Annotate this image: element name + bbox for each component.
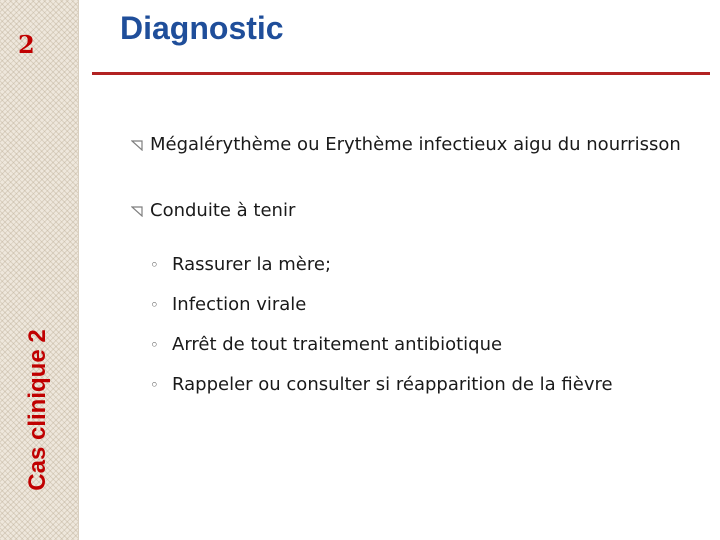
bullet-marker-icon [131, 140, 143, 151]
sub-bullet-marker-icon: ◦ [150, 256, 159, 274]
bullet-marker-icon [131, 206, 143, 217]
bullet-management [128, 198, 698, 224]
sub-bullet-text: Rappeler ou consulter si réapparition de la fièvre [172, 374, 613, 395]
sub-bullet-text: Infection virale [172, 294, 307, 315]
sub-bullet [128, 372, 698, 398]
sub-bullet [128, 252, 698, 278]
bullet-management-text: Conduite à tenir [150, 200, 296, 221]
title-divider [92, 72, 710, 75]
sub-bullet-text: Arrêt de tout traitement antibiotique [172, 334, 503, 355]
slide-title: Diagnostic [120, 10, 284, 46]
slide-number: 2 [18, 30, 35, 59]
sub-bullet [128, 332, 698, 358]
sub-bullet-text: Rassurer la mère; [172, 254, 332, 275]
sub-bullet-marker-icon: ◦ [150, 296, 159, 314]
bullet-diagnosis-text: Mégalérythème ou Erythème infectieux aigu du nourrisson [150, 134, 681, 155]
side-title: Cas clinique 2 [24, 329, 51, 491]
sub-bullet-marker-icon: ◦ [150, 336, 159, 354]
sub-bullet [128, 292, 698, 318]
bullet-diagnosis [128, 132, 698, 158]
sidebar-panel [0, 0, 79, 540]
sub-bullet-marker-icon: ◦ [150, 376, 159, 394]
bullet-list [128, 132, 698, 398]
